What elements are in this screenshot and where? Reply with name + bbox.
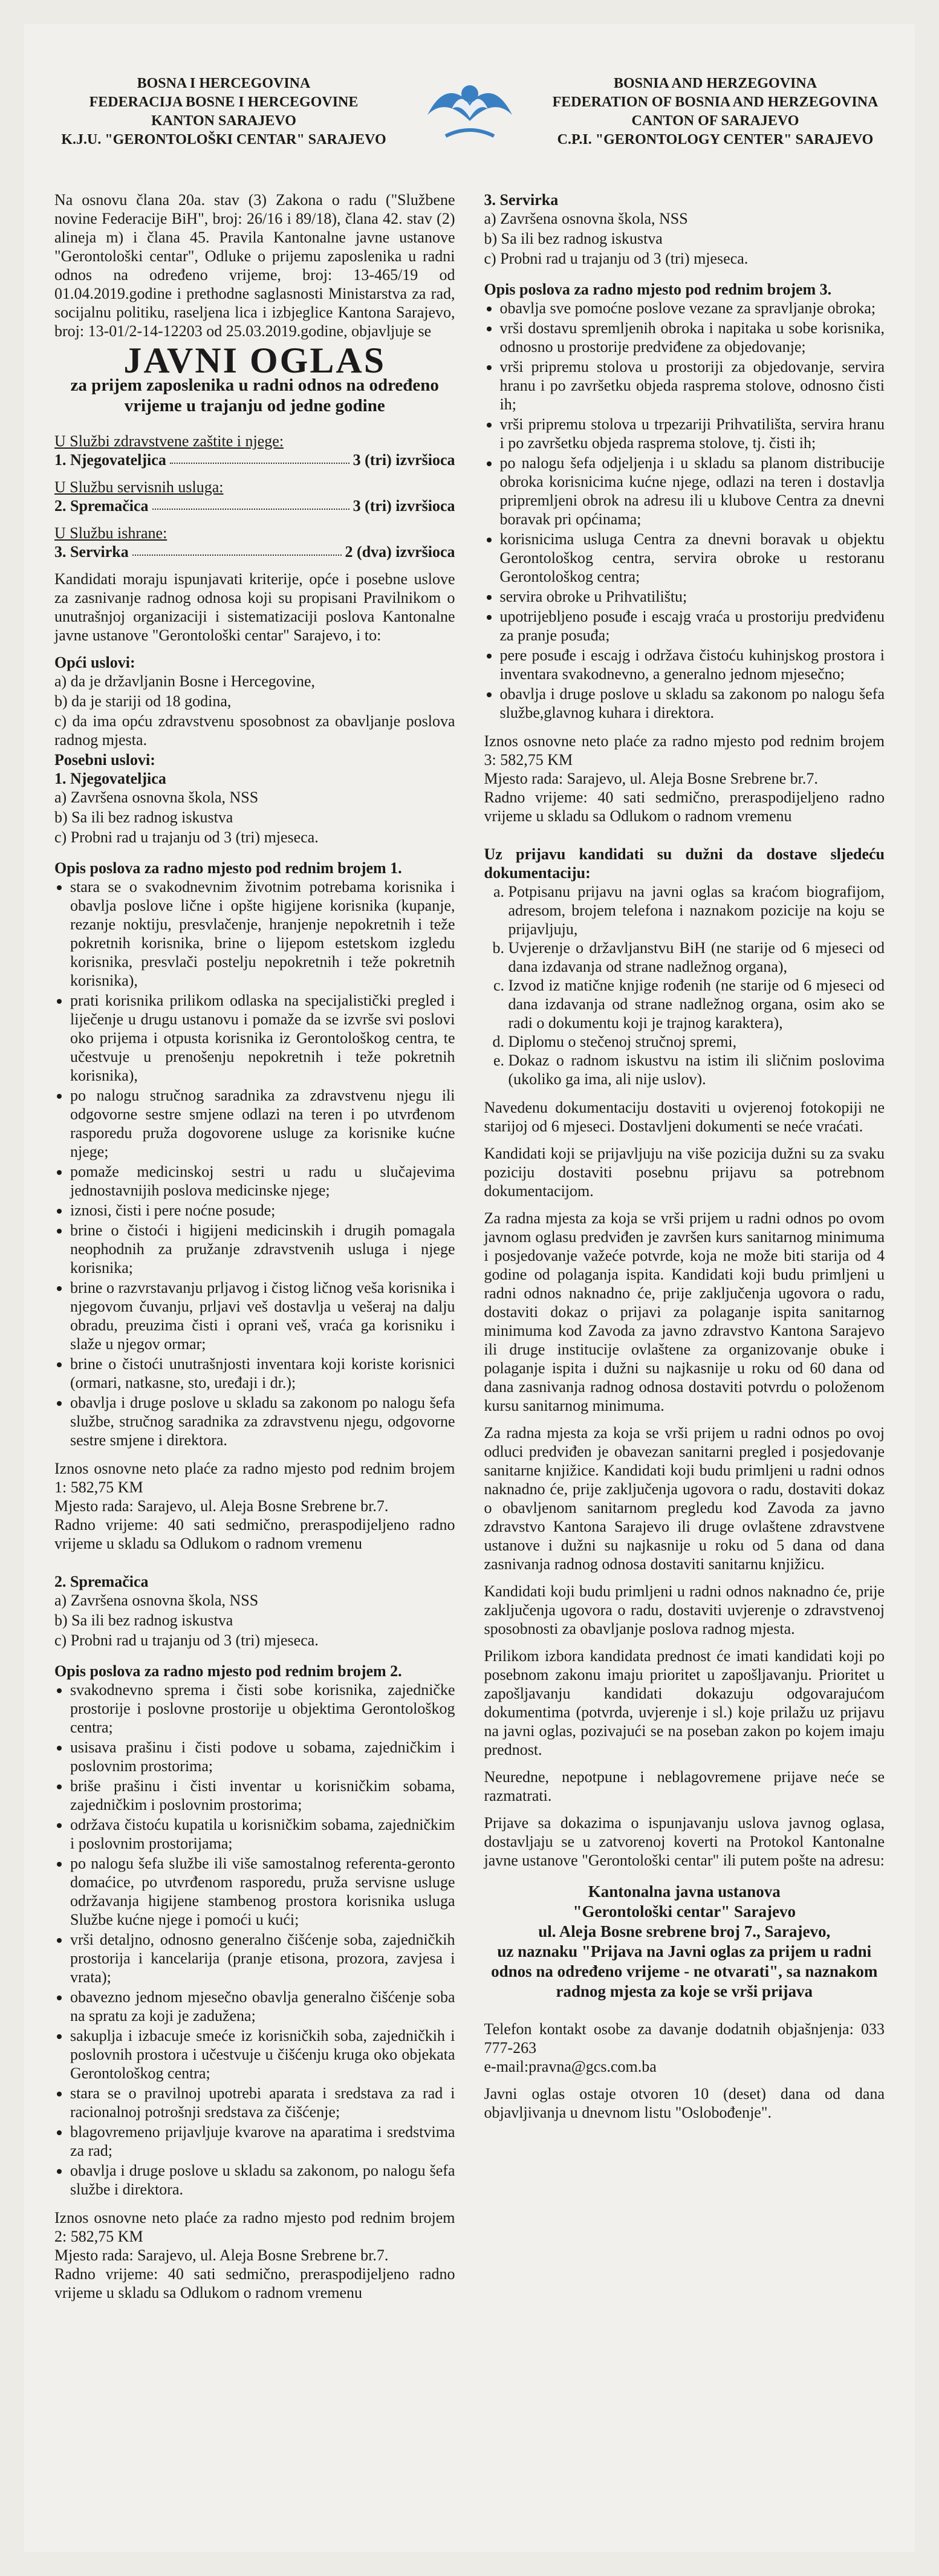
list-item: • servira obroke u Prihvatilištu; <box>500 587 885 606</box>
list-item: • brine o razvrstavanju prljavog i čistog ličnog veša korisnika i njegovom čuvanju, prljavi veš dostavlja u vešeraj na dalju obradu, preuzima čisti i oprani veš, vraća ga korisniku i slaže u njegov ormar; <box>70 1278 455 1353</box>
list-item: • upotrijebljeno posuđe i escajg vraća u prostoriju predviđenu za pranje posuđa; <box>500 607 885 645</box>
position-3-conditions <box>484 209 885 268</box>
position-name: 3. Servirka <box>54 543 129 561</box>
list-item: • sakuplja i izbacuje smeće iz korisničkih soba, zajedničkih i poslovnih prostora i učestvuje u čišćenju kruga oko objekata Gerontološkog centra; <box>70 2026 455 2083</box>
header-right-line: FEDERATION OF BOSNIA AND HERZEGOVINA <box>552 94 879 110</box>
list-item: b) Sa ili bez radnog iskustva <box>54 1612 233 1629</box>
position-2-name: 2. Spremačica <box>54 1573 149 1590</box>
contact-email[interactable]: e-mail:pravna@gcs.com.ba <box>484 2058 657 2075</box>
position-1-salary: Iznos osnovne neto plaće za radno mjesto pod rednim brojem 1: 582,75 KM <box>54 1460 455 1496</box>
list-item: a) Završena osnovna škola, NSS <box>54 789 259 806</box>
header-left-line: BOSNA I HERCEGOVINA <box>137 76 311 91</box>
position-3-time: Radno vrijeme: 40 sati sedmično, preraspodijeljeno radno vrijeme u skladu sa Odlukom o radnom vremenu <box>484 789 885 825</box>
ad-title: JAVNI OGLAS <box>123 340 386 380</box>
position-2-duties <box>54 1680 455 2199</box>
section-head: U Službu ishrane: <box>54 524 167 542</box>
list-item: • korisnicima usluga Centra za dnevni boravak u objektu Gerontološkog centra, servira obroke u restoranu Gerontološkog centra; <box>500 530 885 586</box>
section-head: U Službi zdravstvene zaštite i njege: <box>54 432 284 450</box>
list-item: b) Sa ili bez radnog iskustva <box>54 808 233 826</box>
list-item: b) Sa ili bez radnog iskustva <box>484 230 663 247</box>
list-item: • obavlja i druge poslove u skladu sa zakonom, po nalogu šefa službe i direktora. <box>70 2161 455 2199</box>
list-item: • po nalogu stručnog saradnika za zdravstvenu njegu ili odgovorne sestre smjene odlazi na teren i po utvrđenom rasporedu pruža dogovorene usluge za korisnike kućne njege; <box>70 1086 455 1161</box>
list-item: • obavlja i druge poslove u skladu sa zakonom po nalogu šefa službe, stručnog saradnika za zdravstvenu njegu, odgovorne sestre smjene i direktora. <box>70 1393 455 1449</box>
position-1-time: Radno vrijeme: 40 sati sedmično, preraspodijeljeno radno vrijeme u skladu sa Odlukom o radnom vremenu <box>54 1516 455 1552</box>
position-line <box>54 496 455 515</box>
address-line: uz naznaku "Prijava na Javni oglas za prijem u radni odnos na određeno vrijeme - ne otvarati", sa naznakom radnog mjesta za koje se vrši prijava <box>491 1942 878 2000</box>
list-item: • obavlja sve pomoćne poslove vezane za spravljanje obroka; <box>500 299 885 317</box>
position-name: 2. Spremačica <box>54 497 149 515</box>
position-3-salary: Iznos osnovne neto plaće za radno mjesto pod rednim brojem 3: 582,75 KM <box>484 732 885 769</box>
list-item: • vrši dostavu spremljenih obroka i napitaka u sobe korisnika, odnosno u prostorije predviđene za objedovanje; <box>500 319 885 356</box>
position-2-place: Mjesto rada: Sarajevo, ul. Aleja Bosne Srebrene br.7. <box>54 2246 389 2264</box>
list-item: • vrši pripremu stolova u trpezariji Prihvatilišta, servira hranu i po završetku objeda raspremа stolove, tj. čisti ih; <box>500 415 885 452</box>
list-item: c. Izvod iz matične knjige rođenih (ne starije od 6 mjeseci od dana izdavanja od strane nadležnog organa, osim ako se radi o dokumentu koji je trajnog karaktera), <box>508 976 885 1032</box>
paragraph: Prijave sa dokazima o ispunjavanju uslova javnog oglasa, dostavljaju se u zatvorenoj koverti na Protokol Kantonalne javne ustanove "Gerontološki centar" ili putem pošte na adresu: <box>484 1814 885 1869</box>
position-count: 2 (dva) izvršioca <box>345 543 455 561</box>
position-2-conditions <box>54 1591 455 1650</box>
contact-phone: Telefon kontakt osobe za davanje dodatnih objašnjenja: 033 777-263 <box>484 2020 885 2057</box>
list-item: c) Probni rad u trajanju od 3 (tri) mjeseca. <box>54 828 319 846</box>
header-right-line: CANTON OF SARAJEVO <box>631 113 799 129</box>
header-right-line: BOSNIA AND HERZEGOVINA <box>613 76 817 91</box>
list-item: a) da je državljanin Bosne i Hercegovine, <box>54 672 315 690</box>
list-item: b. Uvjerenje o državljanstvu BiH (ne starije od 6 mjeseci od dana izdavanja od strane nadležnog organa), <box>508 938 885 976</box>
list-item: • obavlja i druge poslove u skladu sa zakonom po nalogu šefa službe,glavnog kuhara i direktora. <box>500 685 885 722</box>
mailing-address <box>484 1882 885 2002</box>
list-item: • pomaže medicinskoj sestri u radu u slučajevima jednostavnijih poslova medicinske njege; <box>70 1162 455 1200</box>
position-line <box>54 542 455 561</box>
position-3-duties-head: Opis poslova za radno mjesto pod rednim brojem 3. <box>484 281 832 298</box>
paragraph: Prilikom izbora kandidata prednost će imati kandidati koji po posebnom zakonu imaju prioritet u zapošljavanju. Prioritet u zapošljavanju kandidati dokazuju odgovarajućom dokumentima (potvrda, uvjerenje i sl.) koje prilažu uz prijavu na javni oglas, pozivajući se na poseban zakon po kojem imaju prednost. <box>484 1647 885 1758</box>
columns <box>54 190 885 2311</box>
paragraph: Navedenu dokumentaciju dostaviti u ovjerenoj fotokopiji ne starijoj od 6 mjeseci. Dostavljeni dokumenti se neće vraćati. <box>484 1099 885 1135</box>
documents-list <box>484 882 885 1088</box>
list-item: a. Potpisanu prijavu na javni oglas sa kraćom biografijom, adresom, brojem telefona i naznakom pozicije na koju se prijavljuju, <box>508 882 885 938</box>
list-item: • obavezno jednom mjesečno obavlja generalno čišćenje soba na spratu za koji je zadužena; <box>70 1988 455 2025</box>
header-right <box>546 74 885 149</box>
general-conditions-head: Opći uslovi: <box>54 654 135 671</box>
general-conditions <box>54 672 455 749</box>
list-item: c) Probni rad u trajanju od 3 (tri) mjeseca. <box>484 250 749 267</box>
position-2-salary: Iznos osnovne neto plaće za radno mjesto pod rednim brojem 2: 582,75 KM <box>54 2209 455 2245</box>
position-1-duties <box>54 877 455 1449</box>
list-item: • stara se o pravilnoj upotrebi aparata i sredstava za rad i racionalnoj potrošnji sredstava za čišćenje; <box>70 2084 455 2121</box>
gerontology-center-logo <box>406 63 533 160</box>
position-3-duties <box>484 299 885 722</box>
list-item: • vrši detaljno, odnosno generalno čišćenje soba, zajedničkih prostorija i kancelarija (pranje etisona, prozora, zavjesa i vrata); <box>70 1930 455 1986</box>
paragraph: Kandidati koji se prijavljuju na više pozicija dužni su za svaku poziciju dostaviti posebnu prijavu sa potrebnom dokumentacijom. <box>484 1145 885 1200</box>
address-line: "Gerontološki centar" Sarajevo <box>573 1902 796 1921</box>
list-item: • prati korisnika prilikom odlaska na specijalistički pregled i liječenje u drugu ustanovu i pomaže da se izvrše svi poslovi oko prijema i otpusta korisnika iz Gerontološkog centra, te učestvuje u prenošenju nepokretnih i teže pokretnih korisnika), <box>70 991 455 1085</box>
header-right-line: C.P.I. "GERONTOLOGY CENTER" SARAJEVO <box>557 132 874 148</box>
list-item: • brine o čistoći unutrašnjosti inventara koji koriste korisnici (ormari, natkasne, sto, uređaji i dr.); <box>70 1355 455 1392</box>
position-1-duties-head: Opis poslova za radno mjesto pod rednim brojem 1. <box>54 859 402 877</box>
newspaper-clipping <box>24 24 915 2552</box>
list-item: • brine o čistoći i higijeni medicinskih i drugih pomagala neophodnih za pružanje zdravstvenih usluga i njege korisnika; <box>70 1221 455 1277</box>
paragraph: Za radna mjesta za koja se vrši prijem u radni odnos po ovoj odluci predviđen je obavezan sanitarni pregled i posjedovanje sanitarne knjižice. Kandidati koji budu primljeni u radni odnos naknadno će, prije zaključenja ugovora o radu, dostaviti dokaz o obavljenom sanitarnom pregledu kod Zavoda za javno zdravstvo Kantona Sarajevo ili druge ovlaštene zdravstvene ustanove i dužni su najkasnije u roku od 5 dana od dana zasnivanja radnog odnosa dostaviti sanitarnu knjižicu. <box>484 1424 885 1573</box>
list-item: a) Završena osnovna škola, NSS <box>484 210 688 227</box>
list-item: • po nalogu šefa službe ili više samostalnog referenta-geronto domaćice, po utvrđenom rasporedu, pruža servisne usluge održavanja higijene stambenog prostora korisnika usluga Službe kućne njege i pomoći u kući; <box>70 1854 455 1929</box>
header-left-line: FEDERACIJA BOSNE I HERCEGOVINE <box>89 94 359 110</box>
left-column <box>54 190 455 2311</box>
list-item: c) Probni rad u trajanju od 3 (tri) mjeseca. <box>54 1631 319 1649</box>
position-3-place: Mjesto rada: Sarajevo, ul. Aleja Bosne Srebrene br.7. <box>484 770 818 787</box>
list-item: • pere posuđe i escajg i održava čistoću kuhinjskog prostora i inventara svakodnevno, a generalno jednom mjesečno; <box>500 646 885 683</box>
header-left <box>54 74 393 149</box>
list-item: d. Diplomu o stečenoj stručnoj spremi, <box>508 1032 885 1051</box>
paragraph: Kandidati koji budu primljeni u radni odnos naknadno će, prije zaključenja ugovora o radu, dostaviti uvjerenje o zdravstvenoj sposobnosti za obavljanje poslova radnog mjesta. <box>484 1582 885 1638</box>
list-item: • stara se o svakodnevnim životnim potrebama korisnika i obavlja poslove lične i opšte higijene korisnika (kupanje, rezanje noktiju, presvlačenje, hranjenje nepokretnih i teže pokretnih korisnika, brine o lijepom estetskom izgledu korisnika, presvlači postelju nepokretnih i teže pokretnih korisnika), <box>70 877 455 990</box>
section-head: U Službu servisnih usluga: <box>54 478 224 496</box>
special-conditions-head: Posebni uslovi: <box>54 751 155 769</box>
list-item: • blagovremeno prijavljuje kvarove na aparatima i sredstvima za rad; <box>70 2122 455 2160</box>
position-line <box>54 450 455 469</box>
closing-note: Javni oglas ostaje otvoren 10 (deset) dana od dana objavljivanja u dnevnom listu "Oslobođenje". <box>484 2085 885 2121</box>
list-item: • vrši pripremu stolova u prostoriji za objedovanje, servira hranu i po završetku objeda raspremа stolove, odnosno čisti ih; <box>500 357 885 414</box>
list-item: • svakodnevno sprema i čisti sobe korisnika, zajedničke prostorije i poslovne prostorije u objektima Gerontološkog centra; <box>70 1680 455 1737</box>
documents-head: Uz prijavu kandidati su dužni da dostave sljedeću dokumentaciju: <box>484 845 885 882</box>
position-2-time: Radno vrijeme: 40 sati sedmično, preraspodijeljeno radno vrijeme u skladu sa Odlukom o radnom vremenu <box>54 2265 455 2301</box>
intro-paragraph: Na osnovu člana 20a. stav (3) Zakona o radu ("Službene novine Federacije BiH", broj: 26/16 i 89/18), člana 42. stav (2) alineja m) i člana 45. Pravila Kantonalne javne ustanove "Gerontološki centar", Odluke o prijemu zaposlenika u radni odnos na određeno vrijeme, broj: 13-465/19 od 01.04.2019.godine i prethodne saglasnosti Ministarstva za rad, socijalnu politiku, raseljena lica i izbjeglice Kantona Sarajevo, broj: 13-01/2-14-12203 od 25.03.2019.godine, objavljuje se <box>54 191 455 340</box>
list-item: c) da ima opću zdravstvenu sposobnost za obavljanje poslova radnog mjesta. <box>54 712 455 749</box>
right-column <box>484 190 885 2311</box>
list-item: a) Završena osnovna škola, NSS <box>54 1592 259 1609</box>
positions <box>54 432 455 561</box>
list-item: • iznosi, čisti i pere noćne posude; <box>70 1201 455 1220</box>
list-item: • usisava prašinu i čisti podove u sobama, zajedničkim i poslovnim prostorima; <box>70 1738 455 1775</box>
header-left-line: KANTON SARAJEVO <box>151 113 296 129</box>
list-item: b) da je stariji od 18 godina, <box>54 692 232 710</box>
position-count: 3 (tri) izvršioca <box>353 451 455 469</box>
address-line: ul. Aleja Bosne srebrene broj 7., Sarajevo, <box>538 1922 831 1940</box>
header-left-line: K.J.U. "GERONTOLOŠKI CENTAR" SARAJEVO <box>61 132 386 148</box>
list-item: • održava čistoću kupatila u korisničkim sobama, zajedničkim i poslovnim prostorijama; <box>70 1815 455 1853</box>
ad-subtitle: za prijem zaposlenika u radni odnos na određeno vrijeme u trajanju od jedne godine <box>70 376 439 415</box>
paragraph: Za radna mjesta za koja se vrši prijem u radni odnos po ovom javnom oglasu predviđen je završen kurs sanitarnog minimuma i posjedovanje važeće potvrde, koja ne može biti starija od 4 godine od polaganja ispita. Kandidati koji budu primljeni u radni odnos naknadno će, prije zaključenja ugovora o radu, dostaviti dokaz o prijavi za polaganje ispita sanitarnog minimuma kod Zavoda za javno zdravstvo Kantona Sarajevo ili druge institucije ovlaštene za organizovanje obuke i polaganje ispita i dužni su najkasnije u roku od 60 dana od dana zasnivanja radnog odnosa dostaviti potvrdu o položenom kursu sanitarnog minimuma. <box>484 1209 885 1414</box>
header <box>54 51 885 172</box>
position-1-name: 1. Njegovateljica <box>54 770 166 787</box>
position-name: 1. Njegovateljica <box>54 451 166 469</box>
position-count: 3 (tri) izvršioca <box>353 497 455 515</box>
list-item: e. Dokaz o radnom iskustvu na istim ili sličnim poslovima (ukoliko ga ima, ali nije uslov). <box>508 1051 885 1088</box>
address-line: Kantonalna javna ustanova <box>588 1882 781 1901</box>
conditions-intro: Kandidati moraju ispunjavati kriterije, opće i posebne uslove za zasnivanje radnog odnosa koji su propisani Pravilnikom o unutrašnjoj organizaciji i sistematizaciji poslova Kantonalne javne ustanove "Gerontološki centar" Sarajevo, i to: <box>54 570 455 644</box>
position-1-place: Mjesto rada: Sarajevo, ul. Aleja Bosne Srebrene br.7. <box>54 1497 389 1515</box>
position-1-conditions <box>54 788 455 847</box>
position-2-duties-head: Opis poslova za radno mjesto pod rednim brojem 2. <box>54 1662 402 1680</box>
paragraph: Neuredne, nepotpune i neblagovremene prijave neće se razmatrati. <box>484 1768 885 1804</box>
list-item: • po nalogu šefa odjeljenja i u skladu sa planom distribucije obroka korisnicima kućne njege, odlazi na teren i dostavlja pripremljeni obrok na adresu ili u klubove Centra za dnevni boravak pri općinama; <box>500 454 885 529</box>
list-item: • briše prašinu i čisti inventar u korisničkim sobama, zajedničkim i poslovnim prostorima; <box>70 1777 455 1814</box>
position-3-name: 3. Servirka <box>484 191 559 209</box>
